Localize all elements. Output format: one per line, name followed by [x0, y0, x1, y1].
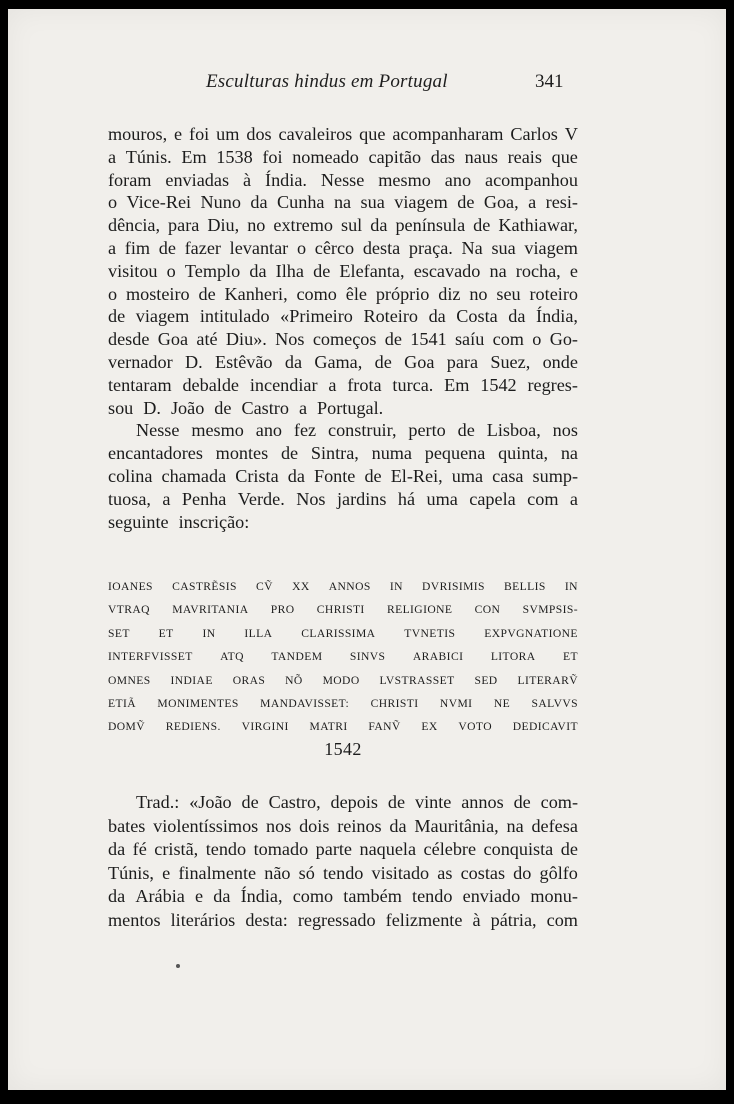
inscription-line: DOMṼ REDIENS. VIRGINI MATRI FANṼ EX VOTO DEDICAVIT: [108, 720, 578, 734]
text-line: seguinte inscrição:: [108, 511, 250, 532]
text-line: Trad.: «João de Castro, depois de vinte annos de com-: [136, 792, 578, 812]
text-line: bates violentíssimos nos dois reinos da Mauritânia, na defesa: [108, 815, 578, 836]
text-line: tuosa, a Penha Verde. Nos jardins há uma capela com a: [108, 488, 578, 509]
text-line: mouros, e foi um dos cavaleiros que acompanharam Carlos V: [108, 124, 578, 144]
text-line: Nesse mesmo ano fez construir, perto de Lisboa, nos: [136, 420, 578, 441]
body-text: [108, 123, 578, 533]
print-speck: [176, 964, 180, 968]
inscription-line: VTRAQ MAVRITANIA PRO CHRISTI RELIGIONE CON SVMPSIS-: [108, 603, 578, 617]
inscription-line: SET ET IN ILLA CLARISSIMA TVNETIS EXPVGNATIONE: [108, 626, 578, 640]
text-line: o Vice-Rei Nuno da Cunha na sua viagem de Goa, a resi-: [108, 192, 578, 213]
inscription-line: OMNES INDIAE ORAS NÕ MODO LVSTRASSET SED LITERARṼ: [108, 673, 578, 687]
text-line: da Arábia e da Índia, como também tendo enviado monu-: [108, 886, 578, 907]
paragraph-1: [108, 123, 578, 419]
text-line: encantadores montes de Sintra, numa pequena quinta, na: [108, 443, 578, 464]
paragraph-2: [108, 419, 578, 533]
text-line: visitou o Templo da Ilha de Elefanta, escavado na rocha, e: [108, 260, 578, 281]
text-line: vernador D. Estêvão da Gama, de Goa para Suez, onde: [108, 351, 578, 372]
translation-paragraph: [108, 791, 578, 933]
text-line: o mosteiro de Kanheri, como êle próprio diz no seu roteiro: [108, 283, 578, 304]
text-line: de viagem intitulado «Primeiro Roteiro da Costa da Índia,: [108, 306, 578, 327]
running-title: Esculturas hindus em Portugal: [206, 71, 448, 92]
inscription-line: IOANES CASTRẼSIS CṼ XX ANNOS IN DVRISIMIS BELLIS IN: [108, 580, 578, 593]
inscription-year: 1542: [324, 738, 362, 759]
inscription-block: [108, 575, 578, 760]
text-line: tentaram debalde incendiar a frota turca. Em 1542 regres-: [108, 374, 578, 395]
text-line: a Túnis. Em 1538 foi nomeado capitão das naus reais que: [108, 146, 578, 167]
book-page: [8, 9, 726, 1090]
text-line: mentos literários desta: regressado felizmente à pátria, com: [108, 909, 578, 930]
text-line: sou D. João de Castro a Portugal.: [108, 397, 384, 418]
text-line: desde Goa até Diu». Nos começos de 1541 saíu com o Go-: [108, 329, 578, 350]
page-number: 341: [535, 71, 564, 92]
text-line: colina chamada Crista da Fonte de El-Rei, uma casa sump-: [108, 465, 578, 486]
text-line: foram enviadas à Índia. Nesse mesmo ano acompanhou: [108, 169, 578, 190]
text-line: a fim de fazer levantar o cêrco desta praça. Na sua viagem: [108, 237, 578, 258]
text-line: Túnis, e finalmente não só tendo visitado as costas do gôlfo: [108, 862, 578, 883]
text-line: dência, para Diu, no extremo sul da península de Kathiawar,: [108, 215, 578, 236]
inscription-line: ETIÃ MONIMENTES MANDAVISSET: CHRISTI NVMI NE SALVVS: [108, 697, 578, 711]
text-line: da fé cristã, tendo tomado parte naquela célebre conquista de: [108, 839, 578, 860]
inscription-line: INTERFVISSET ATQ TANDEM SINVS ARABICI LITORA ET: [108, 650, 578, 664]
page-header: [8, 71, 726, 101]
